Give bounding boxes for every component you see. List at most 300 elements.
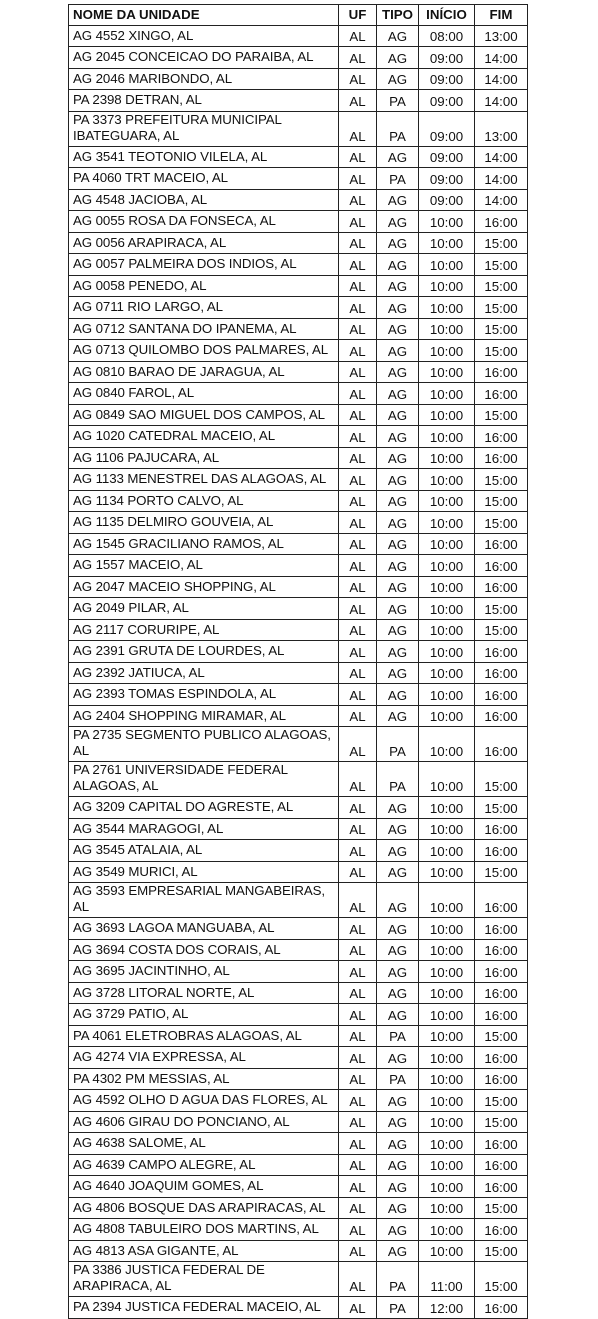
unit-name-cell: AG 3545 ATALAIA, AL bbox=[69, 840, 339, 862]
unit-name-cell: AG 3729 PATIO, AL bbox=[69, 1004, 339, 1026]
table-row bbox=[69, 1262, 528, 1297]
tipo-cell: AG bbox=[377, 68, 419, 90]
unit-name-cell: AG 1020 CATEDRAL MACEIO, AL bbox=[69, 426, 339, 448]
tipo-cell: AG bbox=[377, 383, 419, 405]
tipo-cell: AG bbox=[377, 1047, 419, 1069]
tipo-cell: AG bbox=[377, 490, 419, 512]
inicio-cell: 10:00 bbox=[419, 1111, 475, 1133]
fim-cell: 16:00 bbox=[475, 840, 528, 862]
inicio-cell: 10:00 bbox=[419, 1047, 475, 1069]
inicio-cell: 11:00 bbox=[419, 1262, 475, 1297]
fim-cell: 15:00 bbox=[475, 1197, 528, 1219]
unit-name-cell: AG 0713 QUILOMBO DOS PALMARES, AL bbox=[69, 340, 339, 362]
inicio-cell: 12:00 bbox=[419, 1297, 475, 1319]
fim-cell: 15:00 bbox=[475, 797, 528, 819]
unit-name-cell: PA 3373 PREFEITURA MUNICIPAL IBATEGUARA, AL bbox=[69, 111, 339, 146]
inicio-cell: 10:00 bbox=[419, 383, 475, 405]
unit-name-cell: AG 0810 BARAO DE JARAGUA, AL bbox=[69, 361, 339, 383]
unit-name-cell: AG 4548 JACIOBA, AL bbox=[69, 189, 339, 211]
fim-cell: 16:00 bbox=[475, 426, 528, 448]
tipo-cell: AG bbox=[377, 1197, 419, 1219]
uf-cell: AL bbox=[339, 1154, 377, 1176]
tipo-cell: AG bbox=[377, 662, 419, 684]
unit-name-cell: AG 3541 TEOTONIO VILELA, AL bbox=[69, 146, 339, 168]
fim-cell: 16:00 bbox=[475, 533, 528, 555]
uf-cell: AL bbox=[339, 1111, 377, 1133]
uf-cell: AL bbox=[339, 469, 377, 491]
table-row bbox=[69, 111, 528, 146]
unit-name-cell: AG 1135 DELMIRO GOUVEIA, AL bbox=[69, 512, 339, 534]
tipo-cell: AG bbox=[377, 982, 419, 1004]
unit-name-cell: AG 1106 PAJUCARA, AL bbox=[69, 447, 339, 469]
tipo-cell: PA bbox=[377, 1262, 419, 1297]
uf-cell: AL bbox=[339, 883, 377, 918]
table-row bbox=[69, 426, 528, 448]
unit-name-cell: AG 2392 JATIUCA, AL bbox=[69, 662, 339, 684]
uf-cell: AL bbox=[339, 146, 377, 168]
inicio-cell: 10:00 bbox=[419, 447, 475, 469]
table-row bbox=[69, 1219, 528, 1241]
fim-cell: 15:00 bbox=[475, 254, 528, 276]
uf-cell: AL bbox=[339, 254, 377, 276]
uf-cell: AL bbox=[339, 25, 377, 47]
fim-cell: 15:00 bbox=[475, 404, 528, 426]
fim-cell: 15:00 bbox=[475, 232, 528, 254]
table-body bbox=[69, 25, 528, 1318]
tipo-cell: AG bbox=[377, 254, 419, 276]
uf-cell: AL bbox=[339, 490, 377, 512]
unit-name-cell: AG 3209 CAPITAL DO AGRESTE, AL bbox=[69, 797, 339, 819]
fim-cell: 16:00 bbox=[475, 361, 528, 383]
tipo-cell: AG bbox=[377, 576, 419, 598]
inicio-cell: 10:00 bbox=[419, 512, 475, 534]
inicio-cell: 09:00 bbox=[419, 111, 475, 146]
unit-name-cell: AG 2046 MARIBONDO, AL bbox=[69, 68, 339, 90]
unit-name-cell: AG 3593 EMPRESARIAL MANGABEIRAS, AL bbox=[69, 883, 339, 918]
fim-cell: 16:00 bbox=[475, 1133, 528, 1155]
tipo-cell: AG bbox=[377, 705, 419, 727]
tipo-cell: AG bbox=[377, 211, 419, 233]
inicio-cell: 10:00 bbox=[419, 840, 475, 862]
uf-cell: AL bbox=[339, 340, 377, 362]
table-row bbox=[69, 641, 528, 663]
unit-name-cell: AG 3549 MURICI, AL bbox=[69, 861, 339, 883]
unit-name-cell: AG 3693 LAGOA MANGUABA, AL bbox=[69, 918, 339, 940]
inicio-cell: 10:00 bbox=[419, 939, 475, 961]
fim-cell: 15:00 bbox=[475, 469, 528, 491]
fim-cell: 16:00 bbox=[475, 1068, 528, 1090]
table-row bbox=[69, 1154, 528, 1176]
inicio-cell: 10:00 bbox=[419, 469, 475, 491]
unit-name-cell: AG 4638 SALOME, AL bbox=[69, 1133, 339, 1155]
fim-cell: 14:00 bbox=[475, 90, 528, 112]
unit-name-cell: PA 2735 SEGMENTO PUBLICO ALAGOAS, AL bbox=[69, 727, 339, 762]
inicio-cell: 10:00 bbox=[419, 361, 475, 383]
inicio-cell: 09:00 bbox=[419, 68, 475, 90]
table-row bbox=[69, 1197, 528, 1219]
table-row bbox=[69, 447, 528, 469]
fim-cell: 16:00 bbox=[475, 641, 528, 663]
unit-name-cell: AG 0057 PALMEIRA DOS INDIOS, AL bbox=[69, 254, 339, 276]
tipo-cell: AG bbox=[377, 1111, 419, 1133]
fim-cell: 14:00 bbox=[475, 168, 528, 190]
inicio-cell: 10:00 bbox=[419, 883, 475, 918]
table-row bbox=[69, 982, 528, 1004]
unit-name-cell: AG 1545 GRACILIANO RAMOS, AL bbox=[69, 533, 339, 555]
uf-cell: AL bbox=[339, 1219, 377, 1241]
table-row bbox=[69, 211, 528, 233]
inicio-cell: 10:00 bbox=[419, 598, 475, 620]
uf-cell: AL bbox=[339, 1004, 377, 1026]
fim-cell: 15:00 bbox=[475, 1090, 528, 1112]
table-row bbox=[69, 1111, 528, 1133]
inicio-cell: 10:00 bbox=[419, 1068, 475, 1090]
fim-cell: 15:00 bbox=[475, 275, 528, 297]
uf-cell: AL bbox=[339, 189, 377, 211]
inicio-cell: 10:00 bbox=[419, 1197, 475, 1219]
tipo-cell: AG bbox=[377, 619, 419, 641]
fim-cell: 14:00 bbox=[475, 189, 528, 211]
inicio-cell: 10:00 bbox=[419, 797, 475, 819]
inicio-cell: 10:00 bbox=[419, 961, 475, 983]
fim-cell: 15:00 bbox=[475, 340, 528, 362]
tipo-cell: AG bbox=[377, 961, 419, 983]
fim-cell: 16:00 bbox=[475, 447, 528, 469]
fim-cell: 14:00 bbox=[475, 68, 528, 90]
table-row bbox=[69, 469, 528, 491]
inicio-cell: 10:00 bbox=[419, 861, 475, 883]
fim-cell: 16:00 bbox=[475, 1004, 528, 1026]
unit-name-cell: AG 3695 JACINTINHO, AL bbox=[69, 961, 339, 983]
table-row bbox=[69, 1133, 528, 1155]
inicio-cell: 10:00 bbox=[419, 297, 475, 319]
fim-cell: 15:00 bbox=[475, 762, 528, 797]
uf-cell: AL bbox=[339, 68, 377, 90]
tipo-cell: AG bbox=[377, 1133, 419, 1155]
fim-cell: 15:00 bbox=[475, 861, 528, 883]
fim-cell: 15:00 bbox=[475, 318, 528, 340]
unit-name-cell: AG 0058 PENEDO, AL bbox=[69, 275, 339, 297]
inicio-cell: 10:00 bbox=[419, 1154, 475, 1176]
uf-cell: AL bbox=[339, 361, 377, 383]
table-row bbox=[69, 705, 528, 727]
tipo-cell: AG bbox=[377, 939, 419, 961]
uf-cell: AL bbox=[339, 1176, 377, 1198]
tipo-cell: PA bbox=[377, 727, 419, 762]
table-row bbox=[69, 1176, 528, 1198]
table-row bbox=[69, 762, 528, 797]
table-row bbox=[69, 340, 528, 362]
tipo-cell: AG bbox=[377, 340, 419, 362]
uf-cell: AL bbox=[339, 576, 377, 598]
table-row bbox=[69, 47, 528, 69]
unit-name-cell: AG 4813 ASA GIGANTE, AL bbox=[69, 1240, 339, 1262]
tipo-cell: AG bbox=[377, 47, 419, 69]
table-row bbox=[69, 383, 528, 405]
uf-cell: AL bbox=[339, 705, 377, 727]
table-row bbox=[69, 576, 528, 598]
inicio-cell: 10:00 bbox=[419, 1133, 475, 1155]
table-row bbox=[69, 68, 528, 90]
fim-cell: 15:00 bbox=[475, 1025, 528, 1047]
fim-cell: 16:00 bbox=[475, 555, 528, 577]
uf-cell: AL bbox=[339, 168, 377, 190]
uf-cell: AL bbox=[339, 797, 377, 819]
fim-cell: 16:00 bbox=[475, 1047, 528, 1069]
fim-cell: 16:00 bbox=[475, 1219, 528, 1241]
fim-cell: 16:00 bbox=[475, 383, 528, 405]
inicio-cell: 10:00 bbox=[419, 318, 475, 340]
table-row bbox=[69, 361, 528, 383]
column-header-name: NOME DA UNIDADE bbox=[69, 5, 339, 26]
tipo-cell: AG bbox=[377, 469, 419, 491]
unit-name-cell: AG 4552 XINGO, AL bbox=[69, 25, 339, 47]
tipo-cell: AG bbox=[377, 533, 419, 555]
unit-name-cell: PA 4060 TRT MACEIO, AL bbox=[69, 168, 339, 190]
table-row bbox=[69, 727, 528, 762]
uf-cell: AL bbox=[339, 1262, 377, 1297]
header-row bbox=[69, 5, 528, 26]
uf-cell: AL bbox=[339, 939, 377, 961]
uf-cell: AL bbox=[339, 47, 377, 69]
unit-name-cell: AG 2045 CONCEICAO DO PARAIBA, AL bbox=[69, 47, 339, 69]
column-header-tipo: TIPO bbox=[377, 5, 419, 26]
inicio-cell: 10:00 bbox=[419, 1176, 475, 1198]
table-row bbox=[69, 1068, 528, 1090]
table-row bbox=[69, 146, 528, 168]
tipo-cell: AG bbox=[377, 555, 419, 577]
inicio-cell: 10:00 bbox=[419, 684, 475, 706]
inicio-cell: 10:00 bbox=[419, 982, 475, 1004]
uf-cell: AL bbox=[339, 727, 377, 762]
inicio-cell: 09:00 bbox=[419, 189, 475, 211]
fim-cell: 13:00 bbox=[475, 25, 528, 47]
inicio-cell: 09:00 bbox=[419, 90, 475, 112]
inicio-cell: 10:00 bbox=[419, 1090, 475, 1112]
table-row bbox=[69, 1025, 528, 1047]
inicio-cell: 09:00 bbox=[419, 146, 475, 168]
uf-cell: AL bbox=[339, 619, 377, 641]
table-row bbox=[69, 168, 528, 190]
tipo-cell: AG bbox=[377, 25, 419, 47]
table-row bbox=[69, 490, 528, 512]
inicio-cell: 10:00 bbox=[419, 727, 475, 762]
inicio-cell: 10:00 bbox=[419, 211, 475, 233]
column-header-inicio: INÍCIO bbox=[419, 5, 475, 26]
uf-cell: AL bbox=[339, 90, 377, 112]
fim-cell: 14:00 bbox=[475, 47, 528, 69]
uf-cell: AL bbox=[339, 232, 377, 254]
fim-cell: 15:00 bbox=[475, 619, 528, 641]
table-row bbox=[69, 861, 528, 883]
unit-name-cell: PA 2398 DETRAN, AL bbox=[69, 90, 339, 112]
uf-cell: AL bbox=[339, 533, 377, 555]
inicio-cell: 10:00 bbox=[419, 426, 475, 448]
table-row bbox=[69, 1090, 528, 1112]
tipo-cell: AG bbox=[377, 1004, 419, 1026]
inicio-cell: 10:00 bbox=[419, 576, 475, 598]
inicio-cell: 09:00 bbox=[419, 47, 475, 69]
inicio-cell: 10:00 bbox=[419, 619, 475, 641]
inicio-cell: 10:00 bbox=[419, 918, 475, 940]
tipo-cell: PA bbox=[377, 1068, 419, 1090]
unit-name-cell: AG 4640 JOAQUIM GOMES, AL bbox=[69, 1176, 339, 1198]
uf-cell: AL bbox=[339, 1297, 377, 1319]
inicio-cell: 10:00 bbox=[419, 1219, 475, 1241]
column-header-fim: FIM bbox=[475, 5, 528, 26]
uf-cell: AL bbox=[339, 297, 377, 319]
tipo-cell: AG bbox=[377, 684, 419, 706]
table-row bbox=[69, 797, 528, 819]
uf-cell: AL bbox=[339, 447, 377, 469]
fim-cell: 16:00 bbox=[475, 662, 528, 684]
fim-cell: 16:00 bbox=[475, 705, 528, 727]
fim-cell: 14:00 bbox=[475, 146, 528, 168]
table-row bbox=[69, 1297, 528, 1319]
table-row bbox=[69, 1240, 528, 1262]
unit-name-cell: AG 4606 GIRAU DO PONCIANO, AL bbox=[69, 1111, 339, 1133]
unit-name-cell: AG 0711 RIO LARGO, AL bbox=[69, 297, 339, 319]
tipo-cell: AG bbox=[377, 1240, 419, 1262]
tipo-cell: PA bbox=[377, 762, 419, 797]
unit-name-cell: AG 3728 LITORAL NORTE, AL bbox=[69, 982, 339, 1004]
uf-cell: AL bbox=[339, 111, 377, 146]
uf-cell: AL bbox=[339, 1133, 377, 1155]
fim-cell: 16:00 bbox=[475, 918, 528, 940]
uf-cell: AL bbox=[339, 1090, 377, 1112]
uf-cell: AL bbox=[339, 275, 377, 297]
tipo-cell: AG bbox=[377, 146, 419, 168]
tipo-cell: AG bbox=[377, 1090, 419, 1112]
inicio-cell: 10:00 bbox=[419, 762, 475, 797]
unit-hours-table bbox=[68, 4, 528, 1319]
uf-cell: AL bbox=[339, 555, 377, 577]
tipo-cell: AG bbox=[377, 797, 419, 819]
uf-cell: AL bbox=[339, 1068, 377, 1090]
inicio-cell: 10:00 bbox=[419, 662, 475, 684]
fim-cell: 16:00 bbox=[475, 961, 528, 983]
fim-cell: 15:00 bbox=[475, 1262, 528, 1297]
table-row bbox=[69, 232, 528, 254]
unit-name-cell: AG 0056 ARAPIRACA, AL bbox=[69, 232, 339, 254]
fim-cell: 16:00 bbox=[475, 1154, 528, 1176]
uf-cell: AL bbox=[339, 512, 377, 534]
inicio-cell: 10:00 bbox=[419, 340, 475, 362]
tipo-cell: AG bbox=[377, 1176, 419, 1198]
uf-cell: AL bbox=[339, 684, 377, 706]
table-row bbox=[69, 404, 528, 426]
unit-name-cell: AG 1133 MENESTREL DAS ALAGOAS, AL bbox=[69, 469, 339, 491]
tipo-cell: PA bbox=[377, 1025, 419, 1047]
table-row bbox=[69, 662, 528, 684]
uf-cell: AL bbox=[339, 1197, 377, 1219]
inicio-cell: 10:00 bbox=[419, 705, 475, 727]
uf-cell: AL bbox=[339, 383, 377, 405]
unit-name-cell: PA 4061 ELETROBRAS ALAGOAS, AL bbox=[69, 1025, 339, 1047]
fim-cell: 15:00 bbox=[475, 1240, 528, 1262]
fim-cell: 16:00 bbox=[475, 883, 528, 918]
uf-cell: AL bbox=[339, 1240, 377, 1262]
unit-name-cell: AG 4806 BOSQUE DAS ARAPIRACAS, AL bbox=[69, 1197, 339, 1219]
tipo-cell: AG bbox=[377, 883, 419, 918]
tipo-cell: AG bbox=[377, 861, 419, 883]
inicio-cell: 10:00 bbox=[419, 254, 475, 276]
uf-cell: AL bbox=[339, 641, 377, 663]
unit-name-cell: AG 0055 ROSA DA FONSECA, AL bbox=[69, 211, 339, 233]
fim-cell: 15:00 bbox=[475, 490, 528, 512]
tipo-cell: AG bbox=[377, 275, 419, 297]
tipo-cell: AG bbox=[377, 918, 419, 940]
inicio-cell: 10:00 bbox=[419, 275, 475, 297]
tipo-cell: AG bbox=[377, 598, 419, 620]
fim-cell: 13:00 bbox=[475, 111, 528, 146]
unit-name-cell: AG 2391 GRUTA DE LOURDES, AL bbox=[69, 641, 339, 663]
tipo-cell: AG bbox=[377, 840, 419, 862]
unit-name-cell: AG 1557 MACEIO, AL bbox=[69, 555, 339, 577]
uf-cell: AL bbox=[339, 861, 377, 883]
table-row bbox=[69, 275, 528, 297]
table-row bbox=[69, 25, 528, 47]
unit-name-cell: AG 4639 CAMPO ALEGRE, AL bbox=[69, 1154, 339, 1176]
table-row bbox=[69, 90, 528, 112]
uf-cell: AL bbox=[339, 211, 377, 233]
fim-cell: 16:00 bbox=[475, 211, 528, 233]
tipo-cell: PA bbox=[377, 111, 419, 146]
fim-cell: 16:00 bbox=[475, 818, 528, 840]
inicio-cell: 10:00 bbox=[419, 404, 475, 426]
inicio-cell: 08:00 bbox=[419, 25, 475, 47]
table-header bbox=[69, 5, 528, 26]
unit-name-cell: AG 2117 CORURIPE, AL bbox=[69, 619, 339, 641]
inicio-cell: 10:00 bbox=[419, 818, 475, 840]
uf-cell: AL bbox=[339, 982, 377, 1004]
table-row bbox=[69, 189, 528, 211]
unit-name-cell: PA 4302 PM MESSIAS, AL bbox=[69, 1068, 339, 1090]
table-row bbox=[69, 512, 528, 534]
uf-cell: AL bbox=[339, 918, 377, 940]
tipo-cell: PA bbox=[377, 90, 419, 112]
unit-name-cell: AG 0712 SANTANA DO IPANEMA, AL bbox=[69, 318, 339, 340]
table-row bbox=[69, 1047, 528, 1069]
table-row bbox=[69, 254, 528, 276]
tipo-cell: AG bbox=[377, 189, 419, 211]
unit-name-cell: PA 3386 JUSTICA FEDERAL DE ARAPIRACA, AL bbox=[69, 1262, 339, 1297]
tipo-cell: AG bbox=[377, 512, 419, 534]
inicio-cell: 10:00 bbox=[419, 1025, 475, 1047]
inicio-cell: 10:00 bbox=[419, 232, 475, 254]
unit-name-cell: AG 4274 VIA EXPRESSA, AL bbox=[69, 1047, 339, 1069]
tipo-cell: AG bbox=[377, 1154, 419, 1176]
tipo-cell: AG bbox=[377, 1219, 419, 1241]
fim-cell: 16:00 bbox=[475, 727, 528, 762]
unit-name-cell: AG 4592 OLHO D AGUA DAS FLORES, AL bbox=[69, 1090, 339, 1112]
unit-name-cell: PA 2761 UNIVERSIDADE FEDERAL ALAGOAS, AL bbox=[69, 762, 339, 797]
table-row bbox=[69, 1004, 528, 1026]
table-row bbox=[69, 918, 528, 940]
fim-cell: 15:00 bbox=[475, 1111, 528, 1133]
unit-name-cell: AG 2049 PILAR, AL bbox=[69, 598, 339, 620]
tipo-cell: AG bbox=[377, 361, 419, 383]
unit-name-cell: AG 1134 PORTO CALVO, AL bbox=[69, 490, 339, 512]
unit-name-cell: AG 0849 SAO MIGUEL DOS CAMPOS, AL bbox=[69, 404, 339, 426]
unit-name-cell: AG 2047 MACEIO SHOPPING, AL bbox=[69, 576, 339, 598]
uf-cell: AL bbox=[339, 318, 377, 340]
table-row bbox=[69, 555, 528, 577]
tipo-cell: AG bbox=[377, 641, 419, 663]
fim-cell: 16:00 bbox=[475, 1297, 528, 1319]
inicio-cell: 10:00 bbox=[419, 1004, 475, 1026]
uf-cell: AL bbox=[339, 961, 377, 983]
